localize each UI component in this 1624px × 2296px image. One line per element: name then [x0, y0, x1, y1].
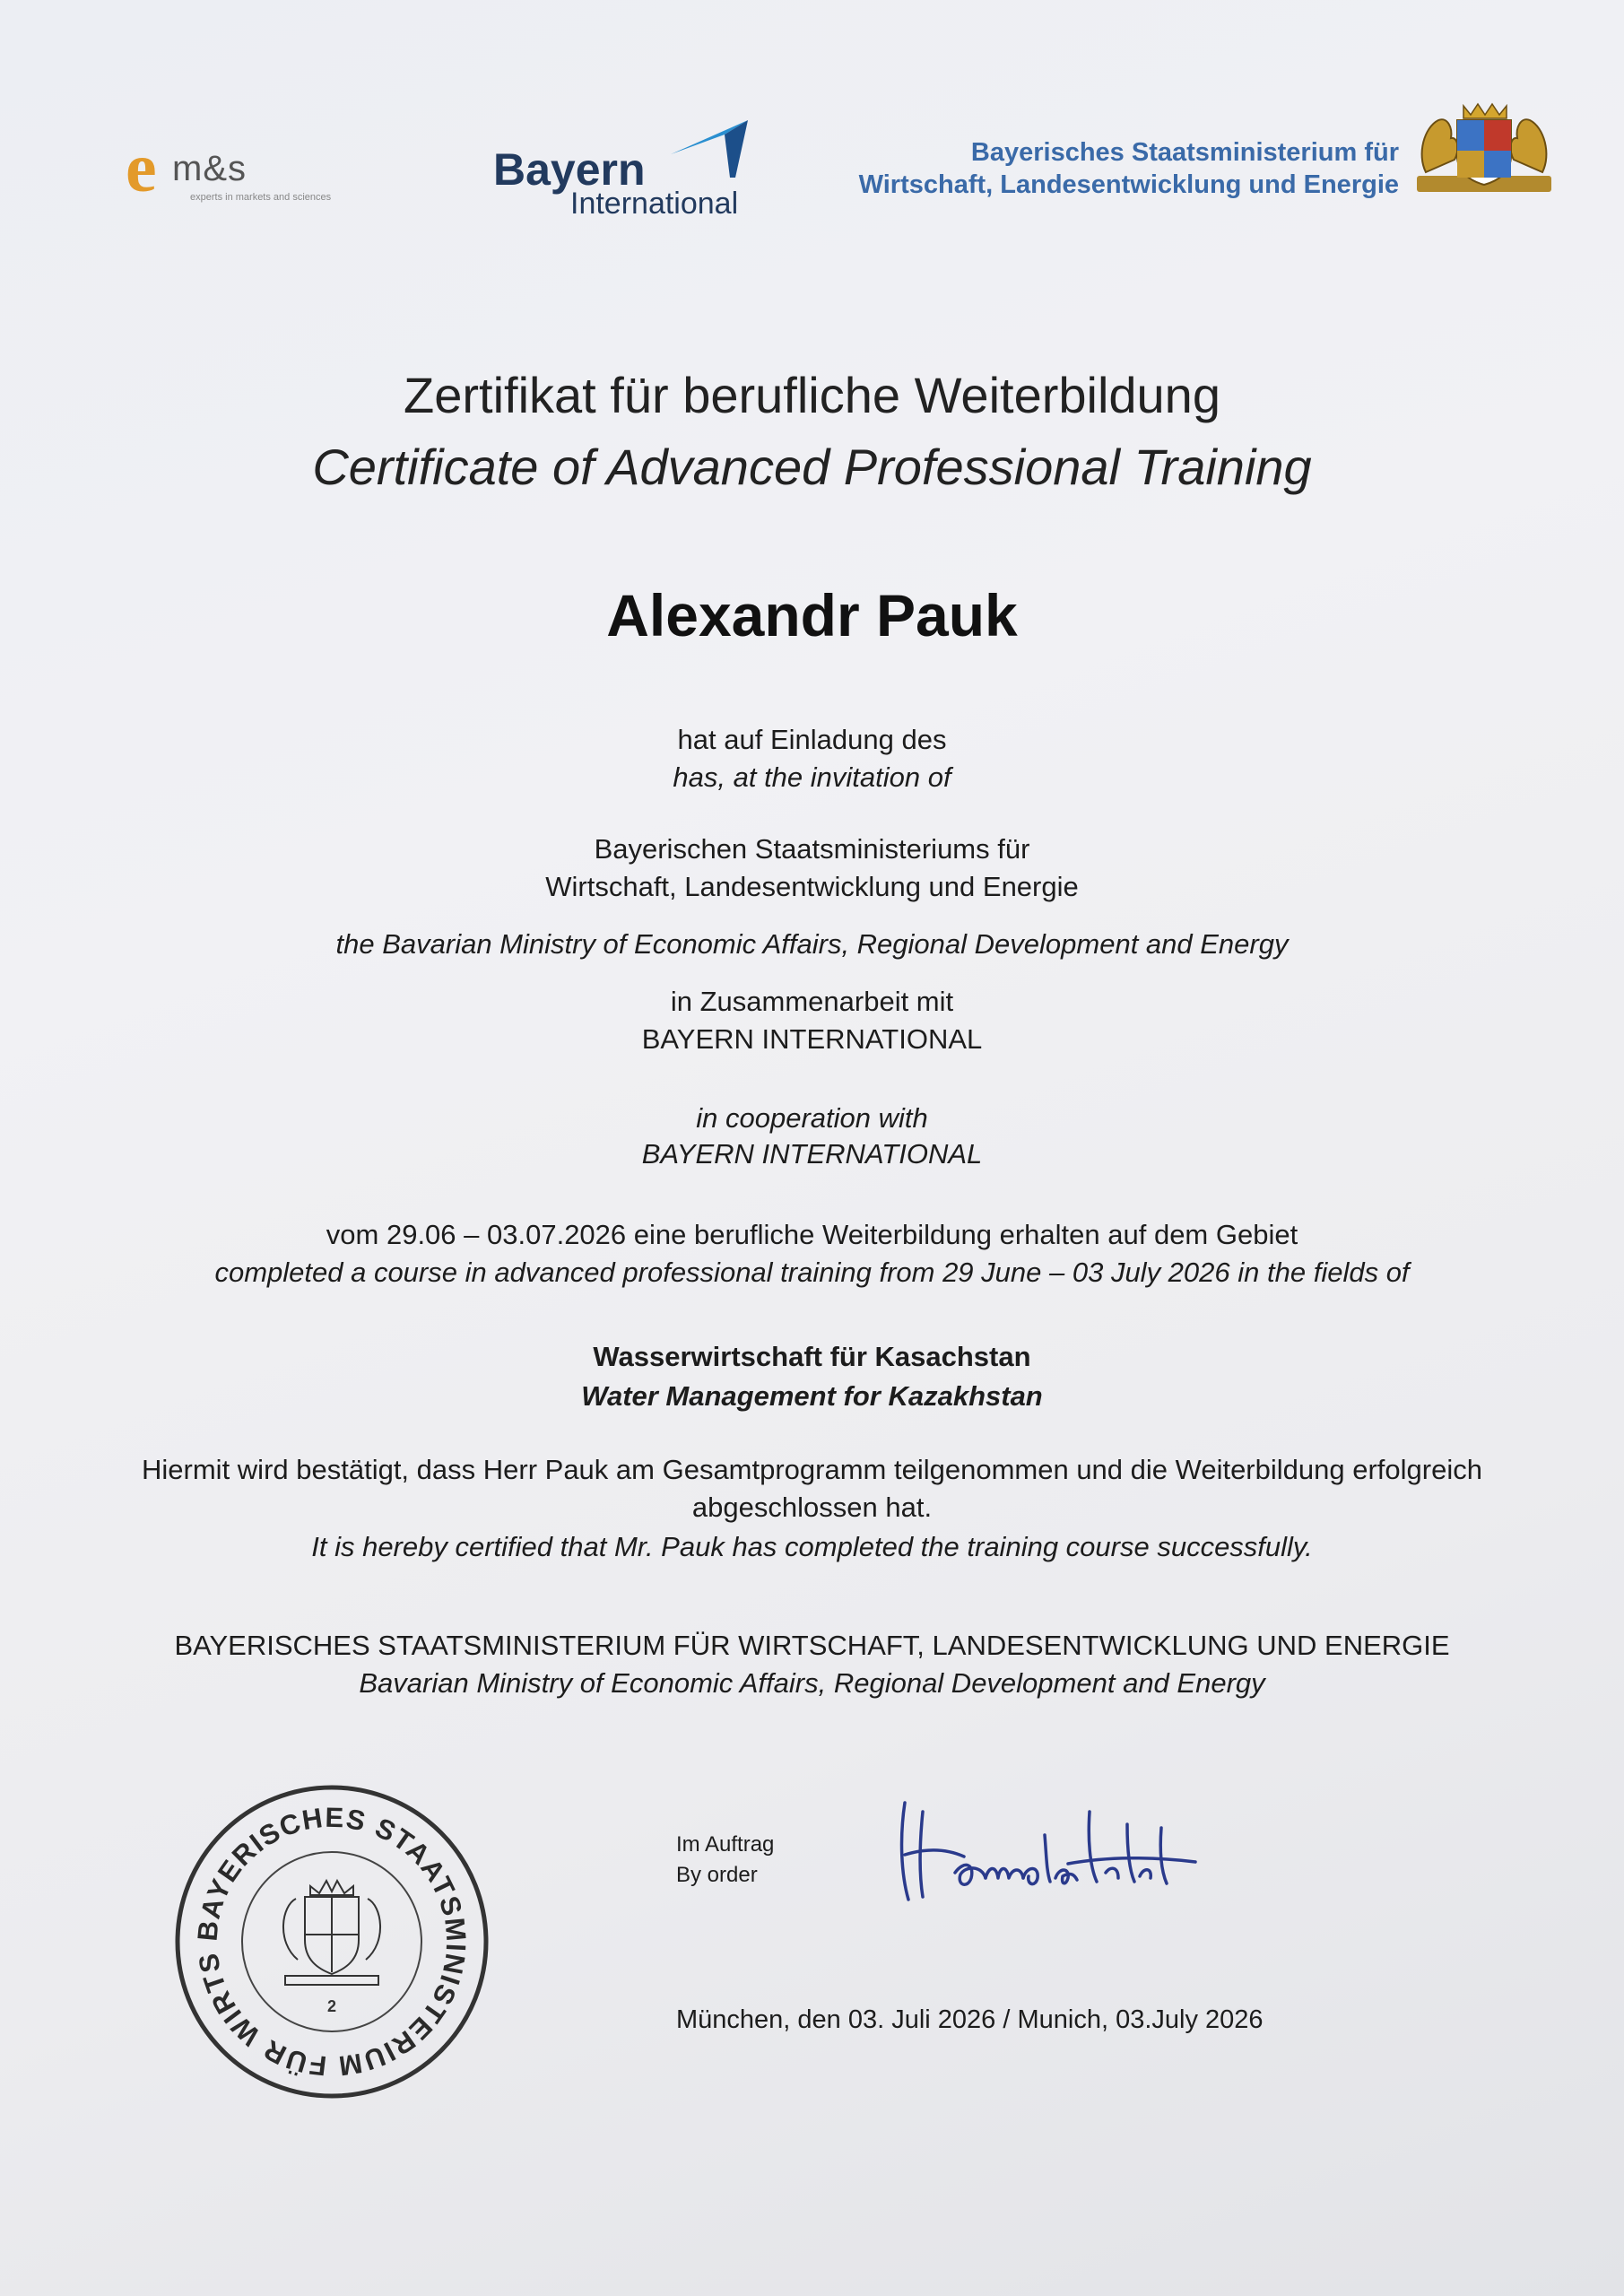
recipient-name: Alexandr Pauk: [606, 582, 1018, 648]
issuer-english: Bavarian Ministry of Economic Affairs, Regional Development and Energy: [359, 1667, 1265, 1699]
bavarian-coat-of-arms-icon: [1408, 100, 1560, 199]
confirmation-german-line2: abgeschlossen hat.: [691, 1492, 933, 1523]
order-english: By order: [676, 1863, 758, 1887]
svg-text:BAYERISCHES STAATSMINISTERIUM: [170, 1780, 473, 2082]
field-german: Wasserwirtschaft für Kasachstan: [593, 1341, 1031, 1372]
ministry-logo-line1: Bayerisches Staatsministerium für: [970, 138, 1399, 167]
period-english: completed a course in advanced professional training from 29 June – 03 July 2026 in the fields of: [214, 1257, 1410, 1288]
inviter-english: the Bavarian Ministry of Economic Affairs, Regional Development and Energy: [335, 928, 1289, 960]
inviter-german-line2: Wirtschaft, Landesentwicklung und Energie: [545, 871, 1079, 902]
title-english: Certificate of Advanced Professional Training: [312, 439, 1312, 495]
period-german: vom 29.06 – 03.07.2026 eine berufliche Weiterbildung erhalten auf dem Gebiet: [326, 1219, 1298, 1250]
ministry-logo-text: [789, 136, 1399, 201]
bayern-international-logo: [491, 118, 760, 226]
order-german: Im Auftrag: [676, 1832, 775, 1857]
seal-coat-of-arms-icon: [283, 1881, 380, 1985]
bayern-international-mark-icon: [662, 118, 751, 181]
ministry-seal: [170, 1780, 493, 2103]
cooperation-german-line2: BAYERN INTERNATIONAL: [641, 1023, 983, 1055]
invitation-english: has, at the invitation of: [673, 761, 951, 793]
bayern-logo-line2: International: [570, 187, 739, 221]
ems-logo: [126, 128, 386, 208]
confirmation-german-line1: Hiermit wird bestätigt, dass Herr Pauk am Gesamtprogramm teilgenommen und die Weiterbildung erfolgreich: [142, 1454, 1482, 1485]
inviter-german-line1: Bayerischen Staatsministeriums für: [594, 833, 1030, 865]
issuer-german: BAYERISCHES STAATSMINISTERIUM FÜR WIRTSCHAFT, LANDESENTWICKLUNG UND ENERGIE: [174, 1630, 1450, 1661]
ministry-logo-line2: Wirtschaft, Landesentwicklung und Energie: [858, 170, 1399, 199]
order-label: [676, 1830, 774, 1891]
seal-number: 2: [326, 1997, 337, 2015]
confirmation-english: It is hereby certified that Mr. Pauk has completed the training course successfully.: [311, 1531, 1313, 1562]
invitation-german: hat auf Einladung des: [677, 724, 947, 755]
seal-ring-text: BAYERISCHES STAATSMINISTERIUM FÜR WIRTS: [191, 1801, 473, 2083]
signature: [892, 1785, 1215, 1919]
title-german: Zertifikat für berufliche Weiterbildung: [404, 367, 1220, 423]
cooperation-english-line2: BAYERN INTERNATIONAL: [641, 1138, 983, 1170]
ems-logo-mark: e: [126, 128, 157, 206]
field-english: Water Management for Kazakhstan: [581, 1380, 1043, 1412]
ems-logo-tagline: experts in markets and sciences: [190, 192, 332, 203]
place-date: München, den 03. Juli 2026 / Munich, 03.July 2026: [676, 2005, 1264, 2034]
bayern-logo-line1: Bayern: [493, 144, 646, 195]
cooperation-english-line1: in cooperation with: [696, 1102, 928, 1134]
cooperation-german-line1: in Zusammenarbeit mit: [670, 986, 954, 1017]
ems-logo-name: m&s: [172, 149, 247, 188]
